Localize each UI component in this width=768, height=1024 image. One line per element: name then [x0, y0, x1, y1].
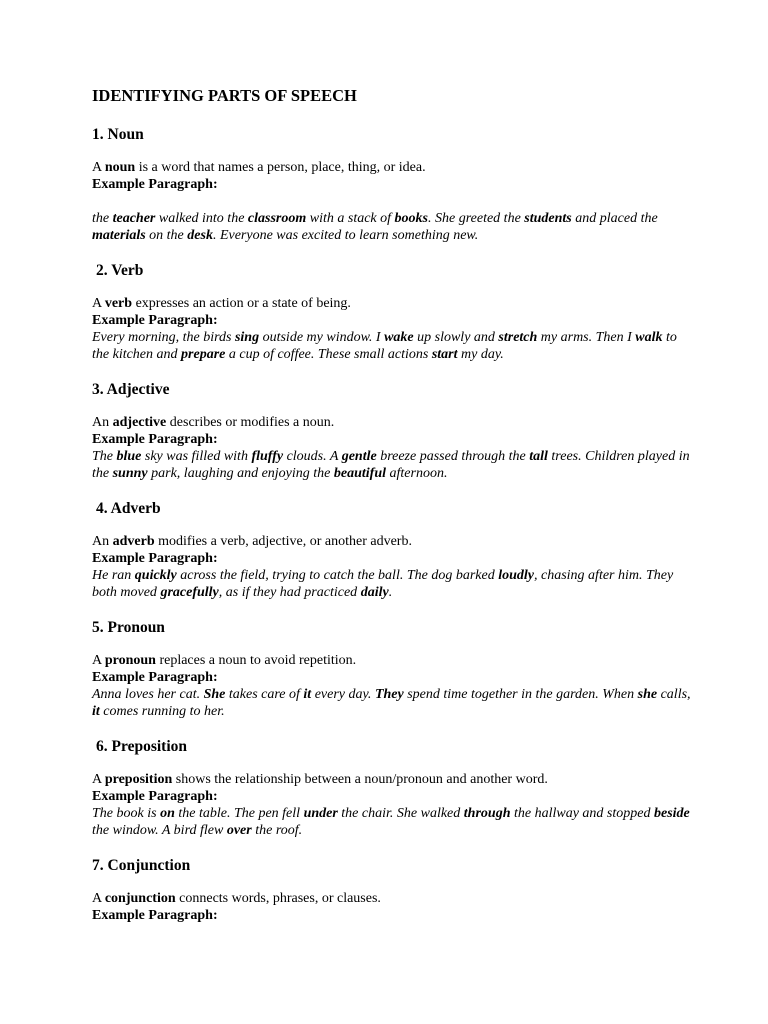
example-paragraph — [92, 567, 692, 601]
section-preposition — [92, 737, 692, 839]
text-run: my arms. Then I — [537, 330, 636, 345]
highlighted-word: materials — [92, 228, 146, 243]
example-paragraph — [92, 686, 692, 720]
text-run: He ran — [92, 568, 135, 583]
text-run: walked into the — [155, 211, 248, 226]
highlighted-word: under — [303, 806, 338, 821]
example-label: Example Paragraph: — [92, 789, 218, 804]
section-heading: 7. Conjunction — [92, 857, 191, 874]
highlighted-word: students — [524, 211, 572, 226]
highlighted-word: over — [226, 823, 252, 838]
text-run: connects words, phrases, or clauses. — [175, 891, 381, 906]
highlighted-word: conjunction — [104, 891, 176, 906]
example-paragraph — [92, 329, 692, 363]
example-label: Example Paragraph: — [92, 908, 218, 923]
definition-text — [92, 159, 692, 176]
text-run: to the kitchen and — [92, 330, 677, 362]
highlighted-word: They — [374, 687, 404, 702]
highlighted-word: noun — [104, 160, 136, 175]
text-run: afternoon. — [386, 466, 448, 481]
text-run: A — [92, 160, 105, 175]
page-title: IDENTIFYING PARTS OF SPEECH — [92, 86, 357, 105]
highlighted-word: stretch — [498, 330, 538, 345]
highlighted-word: daily — [360, 585, 389, 600]
section-pronoun — [92, 618, 692, 720]
text-run: modifies a verb, adjective, or another adverb. — [154, 534, 412, 549]
text-run: outside my window. I — [259, 330, 385, 345]
text-run: the hallway and stopped — [510, 806, 654, 821]
definition-text — [92, 533, 692, 550]
example-paragraph — [92, 210, 692, 244]
text-run: A — [92, 296, 105, 311]
document-body — [92, 86, 692, 924]
highlighted-word: loudly — [498, 568, 534, 583]
text-run: A — [92, 653, 105, 668]
example-label: Example Paragraph: — [92, 551, 218, 566]
highlighted-word: beautiful — [333, 466, 387, 481]
highlighted-word: she — [637, 687, 658, 702]
definition-text — [92, 414, 692, 431]
highlighted-word: beside — [653, 806, 690, 821]
text-run: with a stack of — [306, 211, 395, 226]
text-run: The — [92, 449, 117, 464]
section-heading: 1. Noun — [92, 126, 144, 143]
highlighted-word: through — [463, 806, 511, 821]
text-run: clouds. A — [283, 449, 342, 464]
text-run: sky was filled with — [141, 449, 252, 464]
example-label: Example Paragraph: — [92, 177, 218, 192]
text-run: A — [92, 891, 105, 906]
text-run: shows the relationship between a noun/pronoun and another word. — [172, 772, 548, 787]
text-run: the chair. She walked — [337, 806, 464, 821]
text-run: park, laughing and enjoying the — [147, 466, 334, 481]
highlighted-word: verb — [104, 296, 133, 311]
highlighted-word: quickly — [134, 568, 177, 583]
text-run: . She greeted the — [428, 211, 525, 226]
section-verb — [92, 261, 692, 363]
text-run: replaces a noun to avoid repetition. — [155, 653, 357, 668]
highlighted-word: desk — [187, 228, 213, 243]
text-run: . — [388, 585, 393, 600]
example-paragraph — [92, 448, 692, 482]
highlighted-word: teacher — [112, 211, 156, 226]
highlighted-word: gentle — [341, 449, 377, 464]
text-run: trees. Children played in the — [92, 449, 690, 481]
definition-text — [92, 652, 692, 669]
text-run: , chasing after him. They both moved — [92, 568, 674, 600]
definition-text — [92, 295, 692, 312]
example-label: Example Paragraph: — [92, 432, 218, 447]
text-run: up slowly and — [413, 330, 499, 345]
text-run: expresses an action or a state of being. — [132, 296, 351, 311]
text-run: spend time together in the garden. When — [403, 687, 638, 702]
text-run: takes care of — [225, 687, 304, 702]
definition-text — [92, 890, 692, 907]
highlighted-word: adverb — [112, 534, 155, 549]
example-label: Example Paragraph: — [92, 670, 218, 685]
highlighted-word: tall — [529, 449, 548, 464]
text-run: breeze passed through the — [376, 449, 530, 464]
text-run: is a word that names a person, place, thing, or idea. — [135, 160, 426, 175]
highlighted-word: classroom — [247, 211, 307, 226]
text-run: a cup of coffee. These small actions — [225, 347, 432, 362]
highlighted-word: pronoun — [104, 653, 156, 668]
section-conjunction — [92, 856, 692, 924]
section-heading: 5. Pronoun — [92, 619, 165, 636]
highlighted-word: gracefully — [160, 585, 219, 600]
text-run: and placed the — [571, 211, 658, 226]
highlighted-word: prepare — [181, 347, 226, 362]
text-run: the — [92, 211, 113, 226]
highlighted-word: preposition — [104, 772, 173, 787]
highlighted-word: adjective — [112, 415, 167, 430]
text-run: . Everyone was excited to learn something new. — [212, 228, 479, 243]
text-run: across the field, trying to catch the ball. The dog barked — [176, 568, 499, 583]
highlighted-word: start — [431, 347, 458, 362]
example-label: Example Paragraph: — [92, 313, 218, 328]
highlighted-word: sing — [234, 330, 260, 345]
text-run: A — [92, 772, 105, 787]
text-run: The book is — [92, 806, 161, 821]
highlighted-word: blue — [116, 449, 142, 464]
text-run: , as if they had practiced — [218, 585, 361, 600]
highlighted-word: wake — [384, 330, 414, 345]
section-heading: 4. Adverb — [96, 500, 161, 517]
example-paragraph — [92, 805, 692, 839]
highlighted-word: sunny — [112, 466, 148, 481]
text-run: the roof. — [251, 823, 303, 838]
text-run: on the — [145, 228, 188, 243]
highlighted-word: books — [394, 211, 428, 226]
text-run: calls, — [657, 687, 691, 702]
highlighted-word: it — [303, 687, 312, 702]
text-run: An — [92, 534, 113, 549]
highlighted-word: She — [203, 687, 226, 702]
highlighted-word: it — [92, 704, 100, 719]
text-run: describes or modifies a noun. — [166, 415, 335, 430]
section-noun — [92, 125, 692, 244]
text-run: my day. — [457, 347, 504, 362]
section-heading: 6. Preposition — [96, 738, 187, 755]
highlighted-word: on — [160, 806, 175, 821]
text-run: the table. The pen fell — [174, 806, 304, 821]
highlighted-word: walk — [635, 330, 663, 345]
highlighted-word: fluffy — [251, 449, 284, 464]
text-run: the window. A bird flew — [92, 823, 227, 838]
text-run: every day. — [311, 687, 375, 702]
section-adverb — [92, 499, 692, 601]
text-run: An — [92, 415, 113, 430]
definition-text — [92, 771, 692, 788]
text-run: comes running to her. — [99, 704, 225, 719]
text-run: Anna loves her cat. — [92, 687, 204, 702]
section-adjective — [92, 380, 692, 482]
section-heading: 3. Adjective — [92, 381, 170, 398]
text-run: Every morning, the birds — [92, 330, 235, 345]
section-heading: 2. Verb — [96, 262, 144, 279]
